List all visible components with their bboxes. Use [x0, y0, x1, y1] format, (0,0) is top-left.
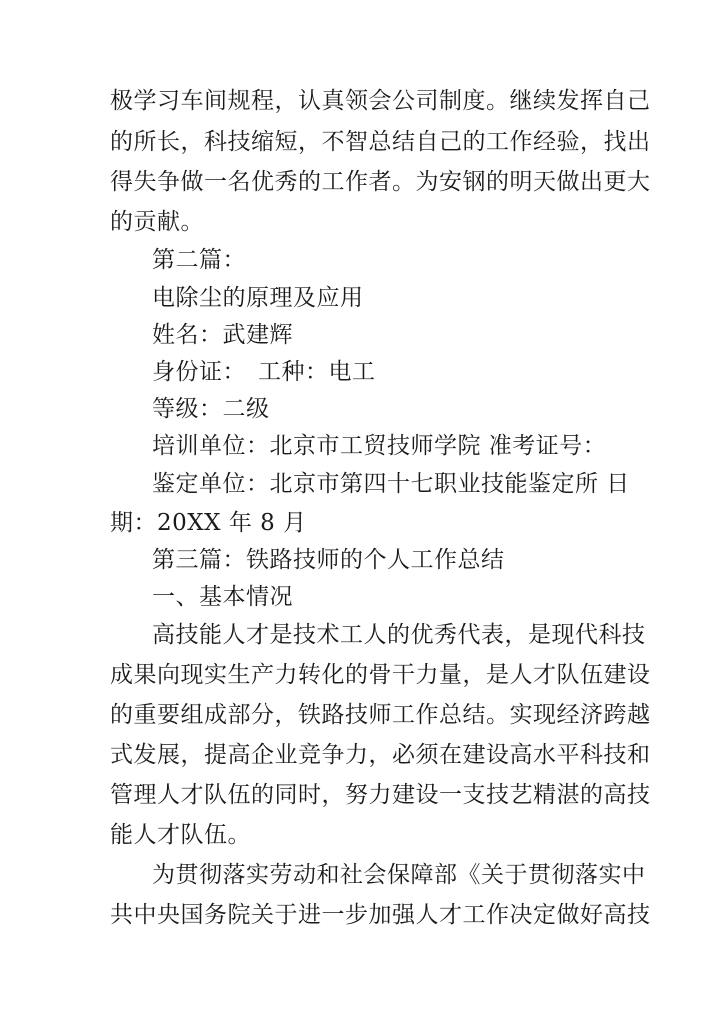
paragraph-line: 的重要组成部分，铁路技师工作总结。实现经济跨越 — [110, 702, 651, 728]
text-line: 期：20XX 年 8 月 — [110, 510, 307, 536]
text-line: 一、基本情况 — [152, 584, 293, 610]
text-line: 的贡献。 — [110, 209, 204, 235]
paragraph-line: 能人才队伍。 — [110, 822, 251, 848]
text-line: 的所长，科技缩短，不智总结自己的工作经验，找出 — [110, 129, 651, 155]
paragraph-line: 管理人才队伍的同时，努力建设一支技艺精湛的高技 — [110, 782, 651, 808]
text-line: 鉴定单位：北京市第四十七职业技能鉴定所 日 — [152, 471, 630, 497]
text-line: 姓名：武建辉 — [152, 322, 293, 348]
paragraph-line: 式发展，提高企业竞争力，必须在建设高水平科技和 — [110, 742, 651, 768]
section-heading: 第二篇： — [152, 247, 246, 273]
text-line: 得失争做一名优秀的工作者。为安钢的明天做出更大 — [110, 169, 651, 195]
text-line: 极学习车间规程，认真领会公司制度。继续发挥自己 — [110, 88, 651, 114]
paragraph-line: 共中央国务院关于进一步加强人才工作决定做好高技 — [110, 902, 651, 928]
text-line: 身份证： 工种：电工 — [152, 359, 376, 385]
section-heading: 第三篇：铁路技师的个人工作总结 — [152, 547, 505, 573]
paragraph-line: 高技能人才是技术工人的优秀代表，是现代科技 — [152, 622, 646, 648]
paragraph-line: 成果向现实生产力转化的骨干力量，是人才队伍建设 — [110, 662, 651, 688]
text-line: 培训单位：北京市工贸技师学院 准考证号： — [152, 433, 607, 459]
text-line: 等级：二级 — [152, 396, 270, 422]
paragraph-line: 为贯彻落实劳动和社会保障部《关于贯彻落实中 — [152, 862, 646, 888]
text-line: 电除尘的原理及应用 — [152, 285, 364, 311]
